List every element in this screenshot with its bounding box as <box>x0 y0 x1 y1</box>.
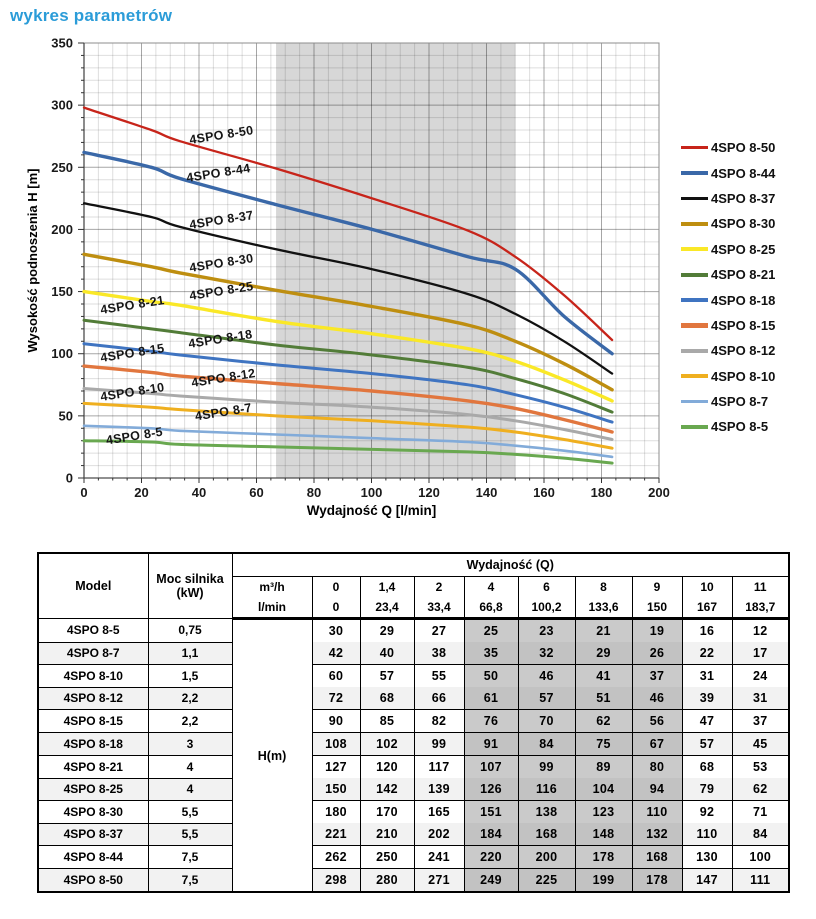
x-tick-label: 0 <box>80 485 88 500</box>
curve-label: 4SPO 8-21 <box>99 293 166 318</box>
h-value-cell: 111 <box>732 869 789 893</box>
flow-m3h-value: 2 <box>414 577 464 598</box>
h-value-cell: 117 <box>414 756 464 779</box>
h-value-cell: 67 <box>632 733 682 756</box>
y-tick-label: 300 <box>51 97 73 113</box>
y-tick-label: 0 <box>65 470 73 486</box>
legend-item <box>681 364 775 389</box>
h-value-cell: 55 <box>414 665 464 688</box>
y-tick-label: 350 <box>51 35 73 51</box>
legend-label: 4SPO 8-10 <box>711 368 776 384</box>
h-value-cell: 100 <box>732 846 789 869</box>
table-row <box>38 710 789 733</box>
table-row <box>38 778 789 801</box>
power-cell: 0,75 <box>148 619 232 643</box>
legend-item <box>681 237 775 262</box>
flow-m3h-value: 0 <box>312 577 360 598</box>
h-value-cell: 56 <box>632 710 682 733</box>
curve-label: 4SPO 8-44 <box>185 161 252 186</box>
h-value-cell: 116 <box>518 778 575 801</box>
h-value-cell: 168 <box>632 846 682 869</box>
table-row <box>38 687 789 710</box>
x-tick-label: 20 <box>134 485 149 500</box>
h-value-cell: 202 <box>414 823 464 846</box>
h-value-cell: 66 <box>414 687 464 710</box>
table-row <box>38 665 789 688</box>
legend-color-swatch-icon <box>681 374 708 378</box>
legend-color-swatch-icon <box>681 197 708 200</box>
h-value-cell: 76 <box>464 710 518 733</box>
h-value-cell: 168 <box>518 823 575 846</box>
x-tick-label: 140 <box>475 485 498 500</box>
h-value-cell: 41 <box>575 665 632 688</box>
h-value-cell: 17 <box>732 642 789 665</box>
h-value-cell: 72 <box>312 687 360 710</box>
x-tick-label: 200 <box>648 485 670 500</box>
model-cell: 4SPO 8-21 <box>38 756 148 779</box>
flow-m3h-value: 9 <box>632 577 682 598</box>
table-row <box>38 733 789 756</box>
model-cell: 4SPO 8-44 <box>38 846 148 869</box>
model-cell: 4SPO 8-37 <box>38 823 148 846</box>
h-value-cell: 50 <box>464 665 518 688</box>
h-value-cell: 22 <box>682 642 732 665</box>
h-m-label-cell: H(m) <box>232 619 312 893</box>
h-value-cell: 110 <box>682 823 732 846</box>
h-value-cell: 165 <box>414 801 464 824</box>
legend-item <box>681 262 775 287</box>
h-value-cell: 57 <box>682 733 732 756</box>
legend-item <box>681 414 775 439</box>
h-value-cell: 24 <box>732 665 789 688</box>
table-row <box>38 801 789 824</box>
model-cell: 4SPO 8-15 <box>38 710 148 733</box>
model-cell: 4SPO 8-30 <box>38 801 148 824</box>
h-value-cell: 51 <box>575 687 632 710</box>
h-value-cell: 210 <box>360 823 414 846</box>
flow-lmin-value: 66,8 <box>464 597 518 619</box>
power-cell: 7,5 <box>148 869 232 893</box>
h-value-cell: 23 <box>518 619 575 643</box>
h-value-cell: 46 <box>632 687 682 710</box>
model-cell: 4SPO 8-10 <box>38 665 148 688</box>
h-value-cell: 35 <box>464 642 518 665</box>
legend-color-swatch-icon <box>681 349 708 353</box>
h-value-cell: 148 <box>575 823 632 846</box>
legend-label: 4SPO 8-15 <box>711 317 776 333</box>
x-tick-label: 100 <box>360 485 383 500</box>
h-value-cell: 170 <box>360 801 414 824</box>
flow-m3h-value: 6 <box>518 577 575 598</box>
h-value-cell: 57 <box>518 687 575 710</box>
table-row <box>38 869 789 893</box>
h-value-cell: 31 <box>682 665 732 688</box>
legend-color-swatch-icon <box>681 171 708 175</box>
h-value-cell: 99 <box>518 756 575 779</box>
h-value-cell: 47 <box>682 710 732 733</box>
h-value-cell: 130 <box>682 846 732 869</box>
power-cell: 5,5 <box>148 823 232 846</box>
legend <box>681 135 775 440</box>
legend-label: 4SPO 8-12 <box>711 343 776 359</box>
curve-label: 4SPO 8-5 <box>104 424 164 448</box>
model-cell: 4SPO 8-5 <box>38 619 148 643</box>
y-tick-label: 150 <box>51 284 73 300</box>
h-value-cell: 12 <box>732 619 789 643</box>
h-value-cell: 178 <box>575 846 632 869</box>
power-cell: 2,2 <box>148 687 232 710</box>
h-value-cell: 25 <box>464 619 518 643</box>
y-tick-label: 50 <box>58 408 73 424</box>
h-value-cell: 62 <box>575 710 632 733</box>
h-value-cell: 82 <box>414 710 464 733</box>
h-value-cell: 27 <box>414 619 464 643</box>
power-cell: 1,5 <box>148 665 232 688</box>
flow-m3h-value: 11 <box>732 577 789 598</box>
legend-label: 4SPO 8-50 <box>711 140 776 156</box>
h-value-cell: 99 <box>414 733 464 756</box>
h-value-cell: 184 <box>464 823 518 846</box>
h-value-cell: 45 <box>732 733 789 756</box>
legend-color-swatch-icon <box>681 400 708 403</box>
h-value-cell: 30 <box>312 619 360 643</box>
h-value-cell: 250 <box>360 846 414 869</box>
h-value-cell: 298 <box>312 869 360 893</box>
x-tick-label: 80 <box>306 485 322 500</box>
h-value-cell: 71 <box>732 801 789 824</box>
x-tick-label: 60 <box>249 485 264 500</box>
h-value-cell: 29 <box>360 619 414 643</box>
h-value-cell: 180 <box>312 801 360 824</box>
model-cell: 4SPO 8-18 <box>38 733 148 756</box>
power-cell: 4 <box>148 756 232 779</box>
x-tick-label: 40 <box>191 485 207 500</box>
h-value-cell: 80 <box>632 756 682 779</box>
h-value-cell: 75 <box>575 733 632 756</box>
legend-item <box>681 313 775 338</box>
h-value-cell: 16 <box>682 619 732 643</box>
h-value-cell: 123 <box>575 801 632 824</box>
h-value-cell: 178 <box>632 869 682 893</box>
unit-m3h-cell: m³/h <box>232 577 312 598</box>
h-value-cell: 132 <box>632 823 682 846</box>
y-tick-label: 200 <box>51 221 73 237</box>
unit-lmin-cell: l/min <box>232 597 312 619</box>
h-value-cell: 280 <box>360 869 414 893</box>
h-value-cell: 68 <box>360 687 414 710</box>
y-tick-label: 100 <box>51 346 73 362</box>
model-header-cell: Model <box>38 553 148 619</box>
h-value-cell: 91 <box>464 733 518 756</box>
legend-label: 4SPO 8-37 <box>711 190 776 206</box>
h-value-cell: 200 <box>518 846 575 869</box>
h-value-cell: 84 <box>732 823 789 846</box>
h-value-cell: 150 <box>312 778 360 801</box>
power-cell: 2,2 <box>148 710 232 733</box>
h-value-cell: 120 <box>360 756 414 779</box>
power-cell: 5,5 <box>148 801 232 824</box>
legend-color-swatch-icon <box>681 146 708 149</box>
legend-label: 4SPO 8-25 <box>711 241 776 257</box>
flow-lmin-value: 150 <box>632 597 682 619</box>
flow-lmin-value: 183,7 <box>732 597 789 619</box>
h-value-cell: 139 <box>414 778 464 801</box>
h-value-cell: 70 <box>518 710 575 733</box>
h-value-cell: 60 <box>312 665 360 688</box>
power-cell: 1,1 <box>148 642 232 665</box>
h-value-cell: 241 <box>414 846 464 869</box>
h-value-cell: 104 <box>575 778 632 801</box>
model-cell: 4SPO 8-50 <box>38 869 148 893</box>
power-header-cell: Moc silnika (kW) <box>148 553 232 619</box>
h-value-cell: 249 <box>464 869 518 893</box>
h-value-cell: 126 <box>464 778 518 801</box>
h-value-cell: 46 <box>518 665 575 688</box>
legend-color-swatch-icon <box>681 222 708 226</box>
x-tick-label: 180 <box>590 485 613 500</box>
model-cell: 4SPO 8-7 <box>38 642 148 665</box>
flow-lmin-value: 100,2 <box>518 597 575 619</box>
legend-label: 4SPO 8-44 <box>711 165 776 181</box>
table-row <box>38 756 789 779</box>
table-row <box>38 619 789 643</box>
table-row <box>38 846 789 869</box>
x-tick-label: 160 <box>533 485 555 500</box>
curve-label: 4SPO 8-7 <box>193 400 253 424</box>
legend-label: 4SPO 8-30 <box>711 216 776 232</box>
pump-table <box>37 552 790 893</box>
h-value-cell: 57 <box>360 665 414 688</box>
h-value-cell: 40 <box>360 642 414 665</box>
h-value-cell: 110 <box>632 801 682 824</box>
y-tick-label: 250 <box>51 159 73 175</box>
h-value-cell: 89 <box>575 756 632 779</box>
h-value-cell: 108 <box>312 733 360 756</box>
h-value-cell: 32 <box>518 642 575 665</box>
h-value-cell: 151 <box>464 801 518 824</box>
flow-lmin-value: 0 <box>312 597 360 619</box>
legend-label: 4SPO 8-7 <box>711 394 769 410</box>
h-value-cell: 62 <box>732 778 789 801</box>
h-value-cell: 199 <box>575 869 632 893</box>
h-value-cell: 26 <box>632 642 682 665</box>
pump-parameters-table <box>37 552 788 893</box>
h-value-cell: 92 <box>682 801 732 824</box>
h-value-cell: 90 <box>312 710 360 733</box>
flow-m3h-value: 1,4 <box>360 577 414 598</box>
h-value-cell: 138 <box>518 801 575 824</box>
h-value-cell: 39 <box>682 687 732 710</box>
h-value-cell: 271 <box>414 869 464 893</box>
h-value-cell: 29 <box>575 642 632 665</box>
legend-color-swatch-icon <box>681 425 708 429</box>
y-axis-title: Wysokość podnoszenia H [m] <box>25 168 40 353</box>
h-value-cell: 84 <box>518 733 575 756</box>
h-value-cell: 31 <box>732 687 789 710</box>
legend-item <box>681 186 775 211</box>
curve-label: 4SPO 8-30 <box>188 251 255 276</box>
curve-label: 4SPO 8-37 <box>188 208 255 233</box>
page-title: wykres parametrów <box>10 6 173 25</box>
h-value-cell: 94 <box>632 778 682 801</box>
legend-color-swatch-icon <box>681 247 708 251</box>
h-value-cell: 21 <box>575 619 632 643</box>
curve-label: 4SPO 8-10 <box>99 380 166 405</box>
curve-label: 4SPO 8-12 <box>190 366 257 391</box>
h-value-cell: 142 <box>360 778 414 801</box>
h-value-cell: 127 <box>312 756 360 779</box>
x-axis-title: Wydajność Q [l/min] <box>306 503 437 518</box>
h-value-cell: 220 <box>464 846 518 869</box>
h-value-cell: 68 <box>682 756 732 779</box>
h-value-cell: 61 <box>464 687 518 710</box>
table-header-row <box>38 553 789 577</box>
h-value-cell: 79 <box>682 778 732 801</box>
h-value-cell: 37 <box>632 665 682 688</box>
legend-item <box>681 160 775 185</box>
power-cell: 3 <box>148 733 232 756</box>
curve-label: 4SPO 8-50 <box>188 123 255 148</box>
power-cell: 7,5 <box>148 846 232 869</box>
h-value-cell: 53 <box>732 756 789 779</box>
legend-color-swatch-icon <box>681 298 708 302</box>
h-value-cell: 262 <box>312 846 360 869</box>
table-row <box>38 642 789 665</box>
legend-item <box>681 389 775 414</box>
model-cell: 4SPO 8-12 <box>38 687 148 710</box>
flow-m3h-value: 8 <box>575 577 632 598</box>
legend-item <box>681 211 775 236</box>
model-cell: 4SPO 8-25 <box>38 778 148 801</box>
flow-lmin-value: 167 <box>682 597 732 619</box>
h-value-cell: 102 <box>360 733 414 756</box>
h-value-cell: 221 <box>312 823 360 846</box>
legend-item <box>681 135 775 160</box>
legend-label: 4SPO 8-21 <box>711 267 776 283</box>
h-value-cell: 147 <box>682 869 732 893</box>
flow-lmin-value: 33,4 <box>414 597 464 619</box>
flow-header-cell: Wydajność (Q) <box>232 553 789 577</box>
curve-label: 4SPO 8-18 <box>187 327 254 352</box>
legend-item <box>681 338 775 363</box>
h-value-cell: 42 <box>312 642 360 665</box>
curve-label: 4SPO 8-15 <box>99 341 166 366</box>
legend-label: 4SPO 8-18 <box>711 292 776 308</box>
flow-lmin-value: 133,6 <box>575 597 632 619</box>
flow-lmin-value: 23,4 <box>360 597 414 619</box>
h-value-cell: 37 <box>732 710 789 733</box>
curve-label: 4SPO 8-25 <box>188 279 255 304</box>
flow-m3h-value: 4 <box>464 577 518 598</box>
h-value-cell: 225 <box>518 869 575 893</box>
legend-color-swatch-icon <box>681 323 708 327</box>
h-value-cell: 38 <box>414 642 464 665</box>
h-value-cell: 107 <box>464 756 518 779</box>
power-cell: 4 <box>148 778 232 801</box>
table-row <box>38 823 789 846</box>
x-tick-label: 120 <box>418 485 440 500</box>
legend-item <box>681 287 775 312</box>
legend-label: 4SPO 8-5 <box>711 419 769 435</box>
h-value-cell: 85 <box>360 710 414 733</box>
h-value-cell: 19 <box>632 619 682 643</box>
legend-color-swatch-icon <box>681 273 708 277</box>
flow-m3h-value: 10 <box>682 577 732 598</box>
